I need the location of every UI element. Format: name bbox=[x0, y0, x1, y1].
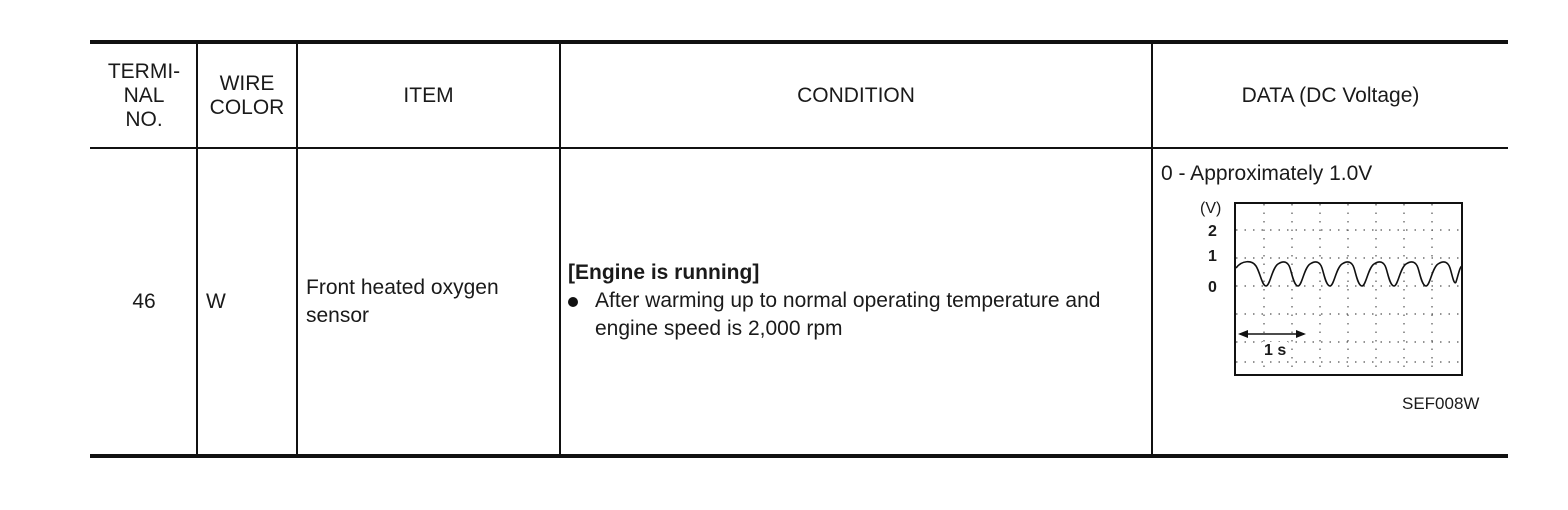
header-condition-label: CONDITION bbox=[797, 83, 915, 107]
condition-title: [Engine is running] bbox=[568, 261, 760, 284]
header-bottom-rule bbox=[90, 147, 1508, 149]
waveform-unit-label: (V) bbox=[1200, 200, 1222, 217]
header-wire-color bbox=[198, 44, 296, 147]
header-terminal-line: TERMI- bbox=[107, 59, 181, 83]
waveform-y-label: 2 bbox=[1208, 223, 1217, 240]
waveform-signal bbox=[1236, 262, 1462, 286]
header-terminal-line: NO. bbox=[125, 107, 163, 131]
item-name: Front heated oxygen sensor bbox=[306, 276, 499, 327]
header-terminal-line: NAL bbox=[123, 83, 165, 107]
wire-color: W bbox=[206, 290, 226, 313]
table-bottom-rule bbox=[90, 454, 1508, 458]
figure-code: SEF008W bbox=[1402, 394, 1480, 413]
header-terminal-no bbox=[92, 44, 196, 147]
waveform-y-label: 0 bbox=[1208, 279, 1217, 296]
header-wire-line: WIRE bbox=[219, 71, 275, 95]
waveform-time-label: 1 s bbox=[1264, 342, 1287, 359]
terminal-number: 46 bbox=[132, 290, 156, 313]
data-value: 0 - Approximately 1.0V bbox=[1161, 162, 1373, 185]
voltage-waveform-figure bbox=[1190, 196, 1510, 420]
condition-cell bbox=[568, 259, 1143, 343]
header-data bbox=[1153, 44, 1508, 147]
bullet-icon bbox=[568, 297, 578, 307]
condition-bullet-text: After warming up to normal operating temperature and engine speed is 2,000 rpm bbox=[595, 289, 1101, 340]
header-wire-line: COLOR bbox=[209, 95, 285, 119]
header-condition bbox=[561, 44, 1151, 147]
header-data-label: DATA (DC Voltage) bbox=[1241, 83, 1420, 107]
header-item-label: ITEM bbox=[403, 83, 454, 107]
waveform-y-label: 1 bbox=[1208, 248, 1217, 265]
condition-bullet-item bbox=[568, 287, 1143, 343]
header-item bbox=[298, 44, 559, 147]
